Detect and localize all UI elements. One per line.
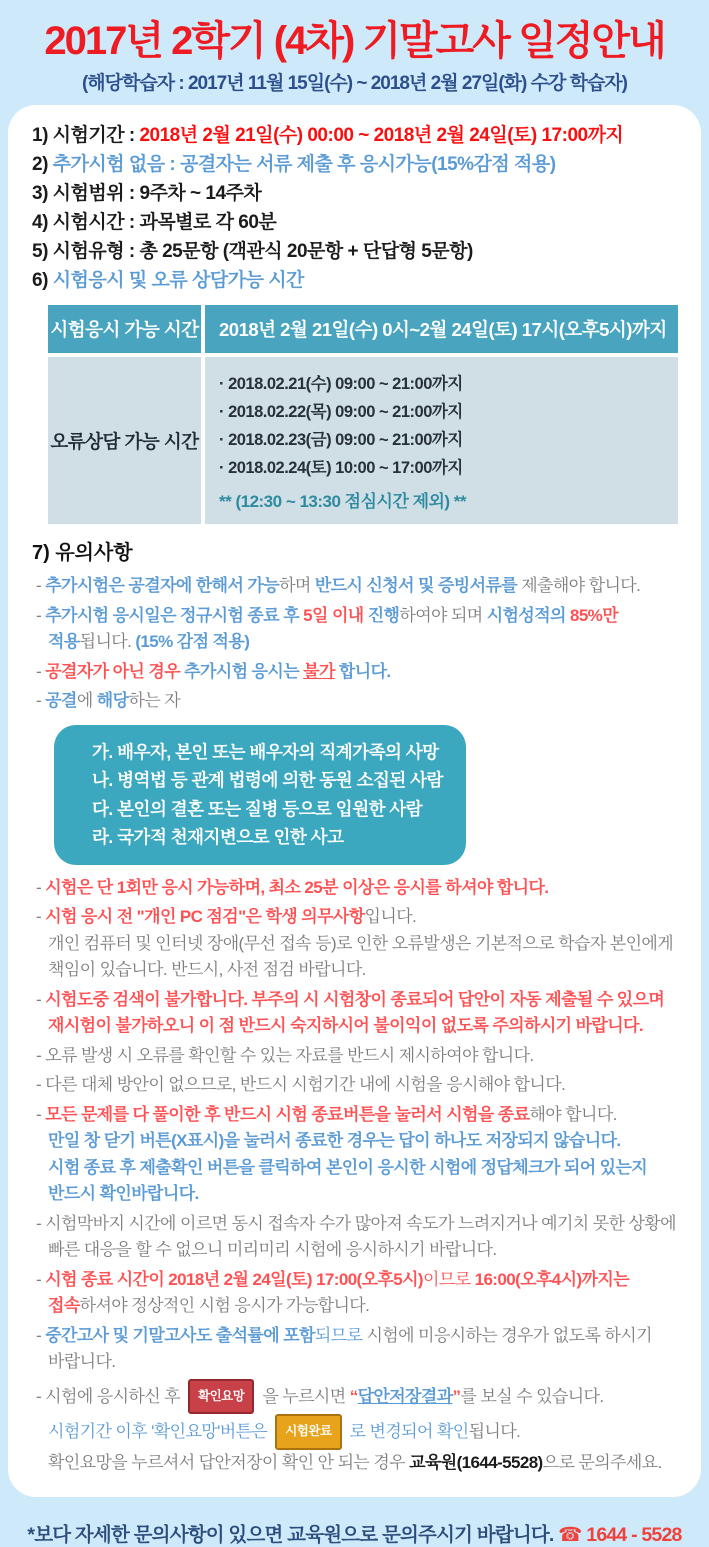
- text-segment: 추가시험 응시는: [180, 661, 304, 681]
- text-segment: 시험도중 검색이 불가합니다. 부주의 시 시험창이 종료되어 답안이 자동 제출될 수 있으며: [45, 989, 665, 1009]
- exam-info-item: [32, 179, 683, 208]
- text-segment: 5) 시험유형 : 총 25문항 (객관식 20문항 + 단답형 5문항): [32, 241, 473, 262]
- text-segment: 1) 시험기간 :: [32, 125, 140, 146]
- text-segment: 불가: [303, 661, 335, 681]
- note-line: [32, 573, 683, 600]
- text-segment: 바랍니다.: [48, 1352, 116, 1371]
- text-segment: (15% 감점 적용): [135, 632, 250, 651]
- table-body-row: [48, 357, 678, 524]
- text-segment: 으로 문의주세요.: [542, 1452, 662, 1472]
- note-line: [32, 875, 683, 902]
- notice-header: [0, 0, 709, 95]
- exam-info-item: [32, 266, 683, 295]
- notes-group-before-box: [32, 573, 683, 715]
- exam-info-item: [32, 208, 683, 237]
- text-segment: 로 변경되어 확인: [349, 1422, 469, 1441]
- text-segment: 추가시험 응시일은 정규시험 종료 후: [45, 605, 304, 625]
- text-segment: 빠른 대응을 할 수 없으니 미리미리 시험에 응시하시기 바랍니다.: [48, 1240, 497, 1259]
- text-segment: ”: [452, 1386, 461, 1406]
- exam-complete-button: 시험완료: [275, 1414, 341, 1450]
- note-line: [32, 603, 683, 630]
- text-segment: 답안저장결과: [357, 1386, 453, 1406]
- text-segment: 되므로: [314, 1325, 367, 1345]
- text-segment: 반드시 신청서 및 증빙서류를: [314, 576, 518, 595]
- exam-info-list: [32, 121, 683, 295]
- text-segment: 16:00(오후4시)까지는: [474, 1269, 629, 1289]
- lunch-exclusion-note: ** (12:30 ~ 13:30 점심시간 제외) **: [219, 492, 467, 511]
- text-segment: -: [36, 605, 46, 625]
- note-line: [32, 957, 683, 984]
- note-line: [32, 1267, 683, 1294]
- text-segment: -: [36, 1325, 46, 1345]
- note-line: [32, 1293, 683, 1320]
- exam-time-table: [48, 305, 678, 524]
- exam-info-item: [32, 237, 683, 266]
- footer-contact-line: [0, 1519, 709, 1547]
- text-segment: 5일 이내: [303, 605, 364, 625]
- notice-card: [8, 105, 701, 1497]
- text-segment: - 오류 발생 시 오류를 확인할 수 있는 자료를 반드시 제시하여야 합니다.: [36, 1045, 534, 1065]
- text-segment: 입니다.: [364, 907, 417, 926]
- text-segment: 주시기 바랍니다.: [418, 1524, 559, 1546]
- excused-absence-item: 나. 병역법 등 관계 법령에 의한 동원 소집된 사람: [92, 770, 443, 790]
- text-segment: “: [349, 1386, 358, 1406]
- note-line: [32, 904, 683, 931]
- text-segment: 시험기간 이후 '확인요망'버튼은: [48, 1422, 268, 1441]
- notes-group-after-box: [32, 875, 683, 1477]
- note-line: [32, 1043, 683, 1070]
- text-segment: -: [36, 1104, 46, 1124]
- note-line: [32, 1128, 683, 1155]
- text-segment: 하는 자: [128, 691, 181, 710]
- text-segment: 2018년 2월 21일(수) 00:00 ~ 2018년 2월 24일(토) 17:00까지: [139, 125, 624, 146]
- notice-note: [32, 904, 683, 984]
- text-segment: 3) 시험범위 : 9주차 ~ 14주차: [32, 183, 262, 204]
- text-segment: 시험에 미응시하는 경우가 없도록 하시기: [366, 1325, 652, 1345]
- text-segment: 하여야 되며: [399, 605, 487, 625]
- text-segment: 됩니다.: [79, 632, 136, 651]
- note-line: [32, 1349, 683, 1376]
- text-segment: -: [36, 989, 46, 1009]
- note-line: [32, 688, 683, 715]
- text-segment: 책임이 있습니다. 반드시, 사전 점검 바랍니다.: [48, 960, 366, 979]
- text-segment: 85%만: [569, 605, 619, 625]
- text-segment: 해야 합니다.: [529, 1104, 617, 1124]
- notice-note: [32, 688, 683, 715]
- text-segment: 시험 종료 후 제출확인 버튼을 클릭하여 본인이 응시한 시험에 정답체크가 되어 있는지: [48, 1157, 648, 1177]
- notes-section-title: 7) 유의사항: [32, 542, 133, 564]
- excused-absence-list: [92, 738, 456, 852]
- table-header-row: [48, 305, 678, 353]
- text-segment: 교육원(1644-5528): [409, 1452, 543, 1472]
- text-segment: 개인 컴퓨터 및 인터넷 장애(무선 접속 등)로 인한 오류발생은 기본적으로 학습자 본인에게: [48, 933, 674, 953]
- notice-note: [32, 659, 683, 686]
- confirm-request-button: 확인요망: [188, 1379, 254, 1415]
- note-line: [32, 1072, 683, 1099]
- notice-note: [32, 1043, 683, 1070]
- text-segment: 하며: [279, 576, 315, 595]
- text-segment: 이므로: [423, 1269, 475, 1289]
- text-segment: 추가시험은 공결자에 한해서 가능: [45, 576, 280, 595]
- text-segment: - 시험에 응시하신 후: [36, 1386, 181, 1406]
- consult-hour-line: · 2018.02.24(토) 10:00 ~ 17:00까지: [219, 459, 463, 477]
- text-segment: 제출해야 합니다.: [517, 576, 641, 595]
- notice-note: [32, 1323, 683, 1376]
- excused-absence-box: [54, 725, 466, 865]
- text-segment: 합니다.: [334, 661, 391, 681]
- text-segment: 6): [32, 270, 53, 291]
- note-line: [32, 659, 683, 686]
- table-header-exam-available-time: 시험응시 가능 시간: [48, 305, 201, 353]
- notice-note: [32, 1267, 683, 1320]
- page-title: 2017년 2학기 (4차) 기말고사 일정안내: [44, 19, 665, 63]
- text-segment: -: [36, 691, 46, 710]
- text-segment: 진행: [367, 605, 400, 625]
- excused-absence-item: 가. 배우자, 본인 또는 배우자의 직계가족의 사망: [92, 741, 439, 762]
- text-segment: 됩니다.: [468, 1422, 521, 1441]
- note-line: [32, 1102, 683, 1129]
- text-segment: 교육원으로 문의: [287, 1524, 419, 1546]
- table-cell-error-consult-label: 오류상담 가능 시간: [48, 357, 201, 524]
- text-segment: *보다 자세한 문의사항이 있으면: [27, 1524, 288, 1546]
- text-segment: 에: [76, 691, 97, 710]
- note-line: [32, 1323, 683, 1350]
- text-segment: 을 누르시면: [262, 1386, 350, 1406]
- text-segment: 공결자가 아닌 경우: [45, 661, 181, 681]
- text-segment: 중간고사 및 기말고사도 출석률에 포함: [45, 1325, 315, 1345]
- table-cell-consult-hours: [205, 357, 678, 524]
- text-segment: 적용: [48, 632, 80, 651]
- text-segment: - 다른 대체 방안이 없으므로, 반드시 시험기간 내에 시험을 응시해야 합니다.: [36, 1075, 566, 1094]
- notice-note: [32, 1072, 683, 1099]
- text-segment: 접속: [48, 1296, 80, 1315]
- note-line: [32, 629, 683, 656]
- text-segment: 해당: [96, 691, 129, 710]
- note-line: [32, 1450, 683, 1477]
- page-subtitle: (해당학습자 : 2017년 11월 15일(수) ~ 2018년 2월 27일(화) 수강 학습자): [81, 73, 627, 94]
- table-header-exam-period: 2018년 2월 21일(수) 0시~2월 24일(토) 17시(오후5시)까지: [205, 305, 678, 353]
- text-segment: 모든 문제를 다 풀이한 후 반드시 시험 종료버튼을 눌러서 시험을 종료: [45, 1104, 530, 1124]
- notice-note: [32, 875, 683, 902]
- note-line: [32, 1414, 683, 1450]
- text-segment: - 시험막바지 시간에 이르면 동시 접속자 수가 많아져 속도가 느려지거나 예기치 못한 상황에: [36, 1213, 676, 1233]
- text-segment: 시험성적의: [486, 605, 570, 625]
- notice-note: [32, 573, 683, 600]
- exam-info-item: [32, 121, 683, 150]
- note-line: [32, 1181, 683, 1208]
- notice-note: [32, 987, 683, 1040]
- text-segment: -: [36, 907, 46, 926]
- text-segment: -: [36, 1269, 46, 1289]
- note-line: [32, 1155, 683, 1182]
- footer-contact-text: [27, 1524, 681, 1546]
- text-segment: 만일 창 닫기 버튼(X표시)을 눌러서 종료한 경우는 답이 하나도 저장되지 않습니다.: [48, 1131, 621, 1150]
- text-segment: ☎ 1644 - 5528: [558, 1524, 682, 1546]
- exam-info-item: [32, 150, 683, 179]
- consult-hours-list: [219, 370, 668, 482]
- text-segment: -: [36, 877, 46, 897]
- text-segment: 반드시 확인바랍니다.: [48, 1184, 199, 1203]
- notice-note: [32, 1379, 683, 1477]
- consult-hour-line: · 2018.02.23(금) 09:00 ~ 21:00까지: [219, 431, 463, 449]
- text-segment: 하셔야 정상적인 시험 응시가 가능합니다.: [79, 1296, 370, 1315]
- text-segment: 시험은 단 1회만 응시 가능하며, 최소 25분 이상은 응시를 하셔야 합니다.: [45, 877, 549, 897]
- text-segment: 를 보실 수 있습니다.: [460, 1386, 604, 1406]
- text-segment: 4) 시험시간 : 과목별로 각 60분: [32, 212, 277, 233]
- note-line: [32, 1211, 683, 1238]
- text-segment: 2): [32, 154, 53, 175]
- note-line: [32, 1237, 683, 1264]
- notice-note: [32, 1102, 683, 1208]
- text-segment: 추가시험 없음 : 공결자는 서류 제출 후 응시가능(15%감점 적용): [52, 154, 556, 175]
- notice-note: [32, 1211, 683, 1264]
- text-segment: 시험응시 및 오류 상담가능 시간: [52, 270, 304, 291]
- note-line: [32, 1013, 683, 1040]
- text-segment: -: [36, 576, 46, 595]
- text-segment: 재시험이 불가하오니 이 점 반드시 숙지하시어 불이익이 없도록 주의하시기 바랍니다.: [48, 1016, 644, 1035]
- text-segment: 확인요망을 누르셔서 답안저장이 확인 안 되는 경우: [48, 1452, 410, 1472]
- text-segment: -: [36, 661, 46, 681]
- note-line: [32, 931, 683, 958]
- text-segment: 시험 응시 전 "개인 PC 점검"은 학생 의무사항: [45, 907, 365, 926]
- note-line: [32, 1379, 683, 1415]
- note-line: [32, 987, 683, 1014]
- excused-absence-item: 다. 본인의 결혼 또는 질병 등으로 입원한 사람: [92, 798, 423, 819]
- excused-absence-item: 라. 국가적 천재지변으로 인한 사고: [92, 827, 344, 847]
- notice-note: [32, 603, 683, 656]
- consult-hour-line: · 2018.02.21(수) 09:00 ~ 21:00까지: [219, 375, 463, 393]
- consult-hour-line: · 2018.02.22(목) 09:00 ~ 21:00까지: [219, 403, 463, 421]
- text-segment: 시험 종료 시간이 2018년 2월 24일(토) 17:00(오후5시): [45, 1269, 423, 1289]
- text-segment: 공결: [45, 691, 77, 710]
